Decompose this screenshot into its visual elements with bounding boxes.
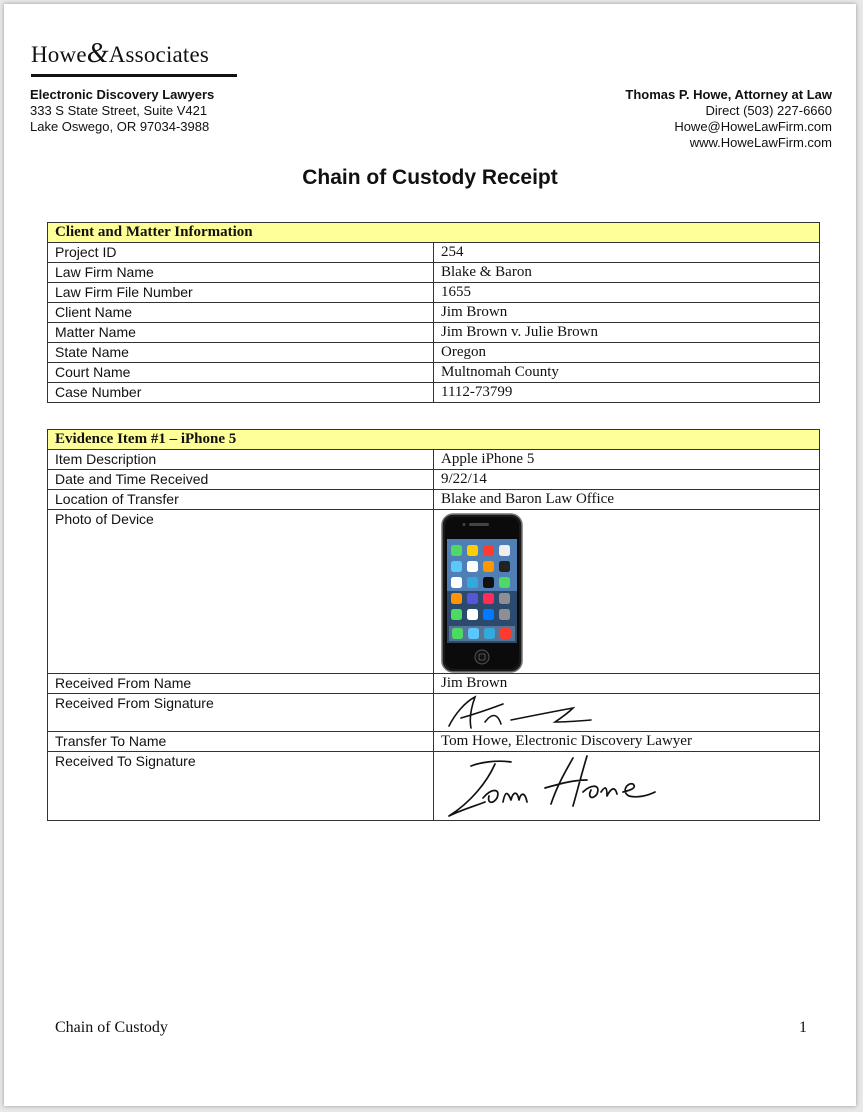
table-row: [48, 243, 820, 263]
address-line-1: 333 S State Street, Suite V421: [30, 103, 208, 118]
row-label: Law Firm Name: [48, 263, 434, 283]
firm-address-block: [30, 87, 214, 135]
row-label: State Name: [48, 343, 434, 363]
footer-label: Chain of Custody: [55, 1019, 168, 1036]
table-row: [48, 450, 820, 470]
row-label: Court Name: [48, 363, 434, 383]
row-label: Transfer To Name: [48, 732, 434, 752]
page-number: 1: [799, 1019, 807, 1036]
row-value: Blake & Baron: [434, 263, 820, 283]
received-from-name-value: Jim Brown: [434, 674, 820, 694]
row-value: 254: [434, 243, 820, 263]
client-matter-table: [47, 222, 820, 403]
transfer-to-name-value: Tom Howe, Electronic Discovery Lawyer: [434, 732, 820, 752]
row-label: Location of Transfer: [48, 490, 434, 510]
row-label: Item Description: [48, 450, 434, 470]
firm-logo: Howe&Associates: [31, 38, 237, 77]
table-row: [48, 323, 820, 343]
evidence-heading: Evidence Item #1 – iPhone 5: [48, 430, 820, 450]
attorney-phone: Direct (503) 227-6660: [705, 103, 832, 118]
row-label: Case Number: [48, 383, 434, 403]
received-from-signature: [441, 694, 611, 730]
table-row: [48, 363, 820, 383]
attorney-website[interactable]: www.HoweLawFirm.com: [689, 135, 832, 150]
table-row: [48, 383, 820, 403]
row-label: Received To Signature: [48, 752, 434, 821]
date-received-value: 9/22/14: [434, 470, 820, 490]
row-label: Project ID: [48, 243, 434, 263]
table-row: [48, 283, 820, 303]
location-value: Blake and Baron Law Office: [434, 490, 820, 510]
table-row: [48, 303, 820, 323]
table-row: [48, 343, 820, 363]
row-value: Oregon: [434, 343, 820, 363]
row-label: Received From Signature: [48, 694, 434, 732]
table-row: [48, 263, 820, 283]
device-photo-cell: [434, 510, 820, 674]
table-row: [48, 490, 820, 510]
table-row: [48, 732, 820, 752]
evidence-table: [47, 429, 820, 821]
table-row: [48, 752, 820, 821]
client-matter-heading: Client and Matter Information: [48, 223, 820, 243]
row-label: Date and Time Received: [48, 470, 434, 490]
row-label: Matter Name: [48, 323, 434, 343]
table-row: [48, 510, 820, 674]
address-line-2: Lake Oswego, OR 97034-3988: [30, 119, 210, 134]
item-description-value: Apple iPhone 5: [434, 450, 820, 470]
row-label: Client Name: [48, 303, 434, 323]
iphone-photo: [441, 513, 523, 673]
row-label: Received From Name: [48, 674, 434, 694]
row-value: 1112-73799: [434, 383, 820, 403]
received-to-signature: [441, 752, 671, 818]
attorney-contact-block: [625, 87, 832, 151]
document-title: Chain of Custody Receipt: [302, 166, 558, 189]
received-to-signature-cell: [434, 752, 820, 821]
row-value: Jim Brown: [434, 303, 820, 323]
document-page: [4, 4, 856, 1106]
received-from-signature-cell: [434, 694, 820, 732]
row-value: Jim Brown v. Julie Brown: [434, 323, 820, 343]
firm-tagline: Electronic Discovery Lawyers: [30, 87, 215, 102]
row-value: Multnomah County: [434, 363, 820, 383]
table-row: [48, 694, 820, 732]
attorney-name: Thomas P. Howe, Attorney at Law: [625, 87, 832, 102]
table-row: [48, 674, 820, 694]
attorney-email[interactable]: Howe@HoweLawFirm.com: [674, 119, 832, 134]
table-row: [48, 470, 820, 490]
row-value: 1655: [434, 283, 820, 303]
row-label: Law Firm File Number: [48, 283, 434, 303]
row-label: Photo of Device: [48, 510, 434, 674]
